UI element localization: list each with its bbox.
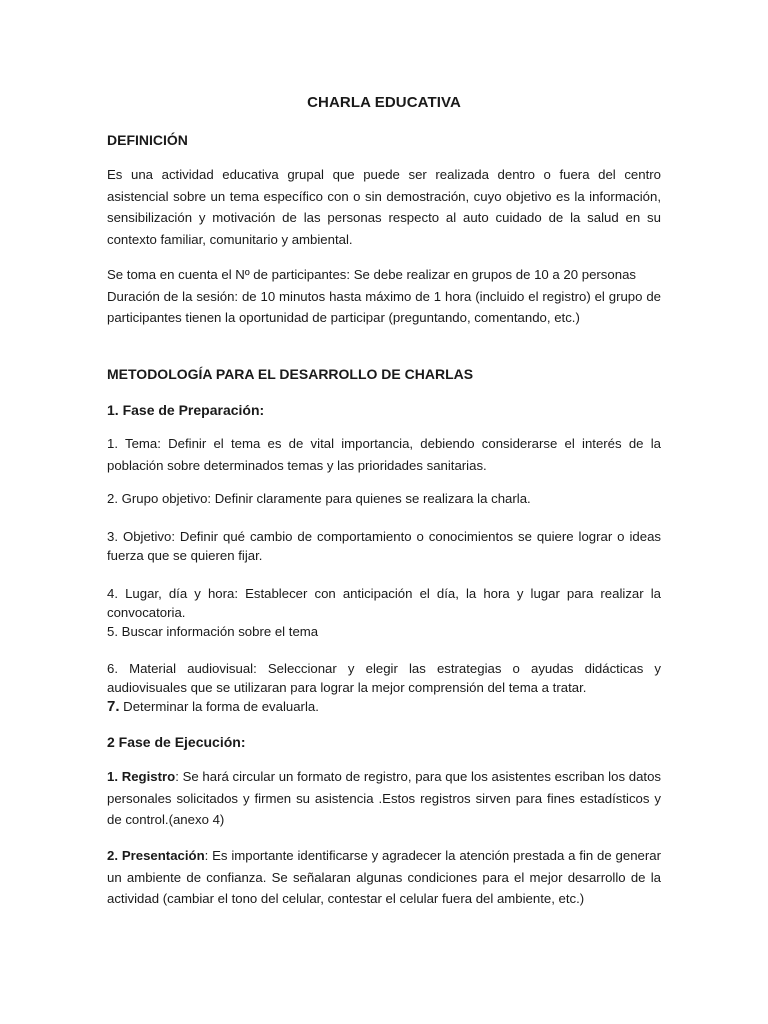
prep-item-evaluar-number: 7. [107,698,120,715]
duration-text: Duración de la sesión: de 10 minutos hasta máximo de 1 hora (incluido el registro) el grupo de participantes tienen la oportunidad de participar (preguntando, comentando, etc.) [107,288,661,325]
prep-item-tema: 1. Tema: Definir el tema es de vital importancia, debiendo considerarse el interés de la población sobre determinados temas y las prioridades sanitarias. [107,436,661,473]
participants-block [107,264,661,329]
prep-item-grupo: 2. Grupo objetivo: Definir claramente para quienes se realizara la charla. [107,491,531,506]
participants-line: Se toma en cuenta el Nº de participantes: Se debe realizar en grupos de 10 a 20 personas [107,267,636,282]
prep-item-material: 6. Material audiovisual: Seleccionar y elegir las estrategias o ayudas didácticas y audiovisuales que se utilizaran para lograr la mejor comprensión del tema a tratar. [107,661,661,695]
execution-heading: 2 Fase de Ejecución: [107,734,246,750]
registro-text: : Se hará circular un formato de registro, para que los asistentes escriban los datos personales solicitados y firmen su asistencia .Estos registros sirven para fines estadísticos y de control.(anexo 4) [107,769,662,827]
prep-item-objetivo: 3. Objetivo: Definir qué cambio de comportamiento o conocimientos se quiere lograr o ideas fuerza que se quieren fijar. [107,529,661,563]
prep-item-evaluar [107,697,661,716]
definition-paragraph: Es una actividad educativa grupal que puede ser realizada dentro o fuera del centro asistencial sobre un tema específico con o sin demostración, cuyo objetivo es la información, sensibilización y motivación de las personas respecto al auto cuidado de la salud en su contexto familiar, comunitario y ambiental. [107,167,661,247]
exec-item-presentacion [107,845,661,910]
prep-item-evaluar-text: Determinar la forma de evaluarla. [119,699,319,714]
presentacion-text: : Es importante identificarse y agradecer la atención prestada a fin de generar un ambiente de confianza. Se señalaran algunas condiciones para el mejor desarrollo de la actividad (cambiar el tono del celular, contestar el celular fuera del ambiente, etc.) [107,848,661,906]
registro-label: 1. Registro [107,769,176,784]
prep-item-lugar: 4. Lugar, día y hora: Establecer con anticipación el día, la hora y lugar para realizar la convocatoria. [107,586,661,620]
definition-heading: DEFINICIÓN [107,132,188,148]
exec-item-registro [107,766,661,831]
prep-item-buscar: 5. Buscar información sobre el tema [107,624,319,639]
presentacion-label: 2. Presentación [107,848,205,863]
methodology-heading: METODOLOGÍA PARA EL DESARROLLO DE CHARLAS [107,366,474,382]
document-title: CHARLA EDUCATIVA [307,94,461,111]
preparation-heading: 1. Fase de Preparación: [107,402,265,418]
